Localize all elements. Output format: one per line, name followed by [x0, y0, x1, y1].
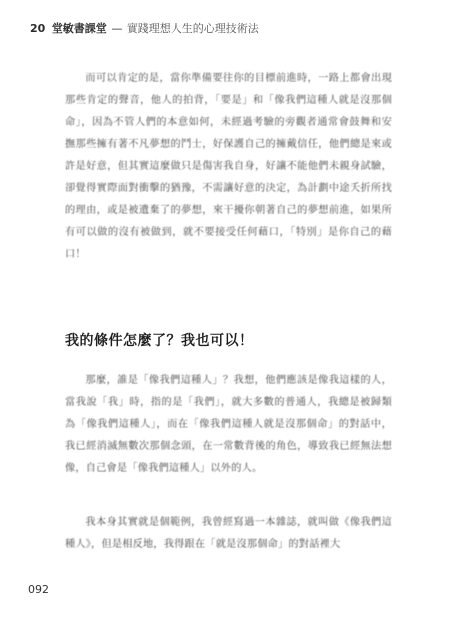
body-paragraph-1: 而可以肯定的是，當你準備要往你的目標前進時，一路上都會出現那些肯定的聲音，他人的拍背，「要是」和「像我們這種人就是沒那個命」，因為不管人們的本意如何，未經過考驗的旁觀者通常會鼓舞和安撫那些擁有著不凡夢想的鬥士，好保護自己的擁戴信任，他們總是來或許是好意，但其實這麼做只是傷害我自身，好讓不能他們未親身試驗，卻覺得實際面對衝擊的猶豫，不需讓好意的決定，為計劃中途夭折所找的理由，或是被遺棄了的夢想，來干擾你朝著自己的夢想前進，如果所有可以做的沒有被做到，就不要接受任何藉口，「特別」是你自己的藉口！: [65, 73, 392, 260]
body-paragraph-3: 我本身其實就是個範例，我曾經寫過一本雜誌，就叫做《像我們這種人》，但是相反地，我得跟在「就是沒那個命」的對話裡大: [65, 517, 392, 550]
page-number: 092: [28, 583, 49, 596]
header-series-title: 堂敏書課堂: [51, 22, 107, 35]
running-header: [30, 20, 420, 38]
header-number: 20: [30, 22, 46, 35]
header-dash: —: [111, 22, 123, 35]
body-paragraph-2: 那麼，誰是「像我們這種人」？我想，他們應該是像我這樣的人，當我說「我」時，指的是「我們」，就大多數的普通人，我總是被歸類為「像我們這種人」，而在「像我們這種人就是沒那個命」的對話中，我已經消滅無數次那個念頭，在一常數背後的角色，導致我已經無法想像，自己會是「像我們這種人」以外的人。: [65, 375, 392, 474]
section-heading: 我的條件怎麼了？我也可以！: [65, 333, 254, 349]
header-subtitle: 實踐理想人生的心理技術法: [126, 22, 259, 35]
